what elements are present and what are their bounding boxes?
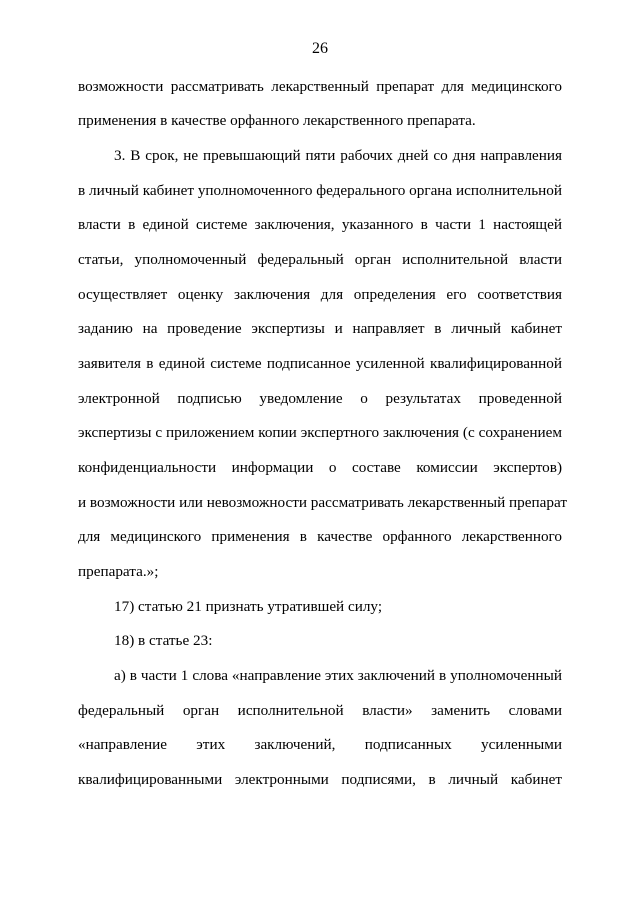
text-line-3: 3. В срок, не превышающий пяти рабочих дней со дня направления xyxy=(114,147,562,164)
text-line-5: власти в единой системе заключения, указанного в части 1 настоящей xyxy=(78,216,562,233)
text-line-20: «направление этих заключений, подписанных усиленными xyxy=(78,736,562,753)
text-line-8: заданию на проведение экспертизы и направляет в личный кабинет xyxy=(78,320,562,337)
page-number: 26 xyxy=(312,40,328,57)
text-line-19: федеральный орган исполнительной власти» заменить словами xyxy=(78,702,562,719)
text-line-10: электронной подписью уведомление о результатах проведенной xyxy=(78,390,562,407)
text-line-6: статьи, уполномоченный федеральный орган исполнительной власти xyxy=(78,251,562,268)
text-line-15: препарата.»; xyxy=(78,563,159,580)
text-line-7: осуществляет оценку заключения для определения его соответствия xyxy=(78,286,562,303)
text-line-21: квалифицированными электронными подписями, в личный кабинет xyxy=(78,771,562,788)
text-line-2: применения в качестве орфанного лекарственного препарата. xyxy=(78,112,476,129)
text-line-11: экспертизы с приложением копии экспертного заключения (с сохранением xyxy=(78,424,562,441)
text-line-4: в личный кабинет уполномоченного федерального органа исполнительной xyxy=(78,182,562,199)
text-line-9: заявителя в единой системе подписанное усиленной квалифицированной xyxy=(78,355,562,372)
text-line-14: для медицинского применения в качестве орфанного лекарственного xyxy=(78,528,562,545)
text-line-13: и возможности или невозможности рассматривать лекарственный препарат xyxy=(78,494,567,511)
text-line-1: возможности рассматривать лекарственный препарат для медицинского xyxy=(78,78,562,95)
text-line-12: конфиденциальности информации о составе комиссии экспертов) xyxy=(78,459,562,476)
text-line-18: а) в части 1 слова «направление этих заключений в уполномоченный xyxy=(114,667,562,684)
text-line-17: 18) в статье 23: xyxy=(114,632,213,649)
text-line-16: 17) статью 21 признать утратившей силу; xyxy=(114,598,383,615)
